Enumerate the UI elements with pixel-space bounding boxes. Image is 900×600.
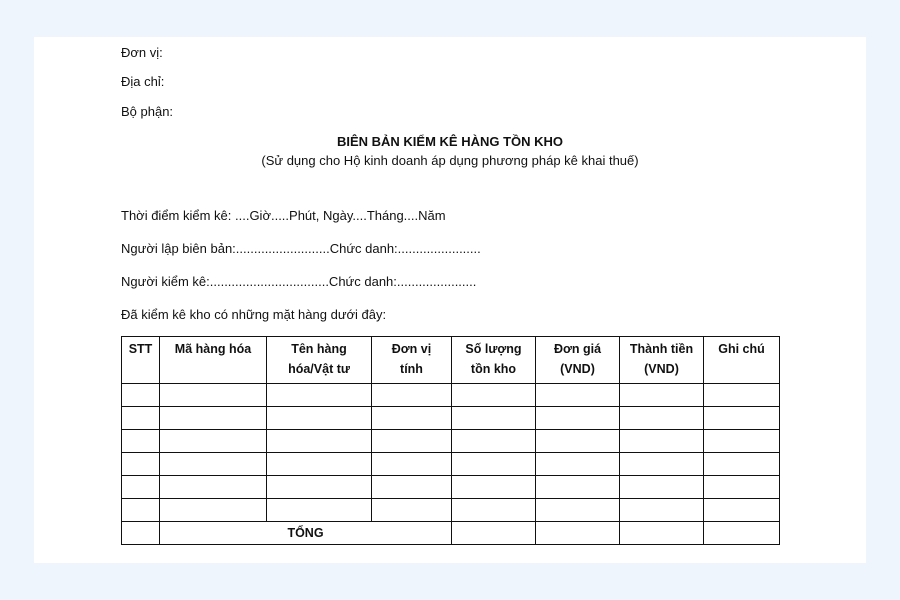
column-header-line: Mã hàng hóa (174, 342, 252, 356)
table-cell[interactable] (267, 430, 372, 453)
table-cell[interactable] (620, 522, 704, 545)
table-cell[interactable] (160, 499, 267, 522)
column-header (536, 337, 620, 384)
inventory-time-field: Thời điểm kiểm kê: ....Giờ.....Phút, Ngày....Tháng....Năm (121, 208, 446, 223)
column-header-line: tính (400, 362, 423, 376)
department-label: Bộ phận: (121, 104, 174, 119)
table-cell[interactable] (267, 453, 372, 476)
column-header-line: Thành tiền (629, 342, 694, 356)
table-cell[interactable] (122, 407, 160, 430)
table-cell[interactable] (452, 476, 536, 499)
table-cell[interactable] (122, 476, 160, 499)
column-header-line: (VND) (560, 362, 595, 376)
table-cell[interactable] (122, 499, 160, 522)
table-cell[interactable] (267, 384, 372, 407)
column-header-line: Đơn vị (391, 342, 432, 356)
table-row (122, 407, 780, 430)
column-header (267, 337, 372, 384)
table-cell[interactable] (620, 430, 704, 453)
document-title: BIÊN BẢN KIỂM KÊ HÀNG TỒN KHO (336, 134, 564, 149)
column-header-line: Tên hàng (291, 342, 347, 356)
table-cell[interactable] (160, 453, 267, 476)
column-header (620, 337, 704, 384)
document-subtitle: (Sử dụng cho Hộ kinh doanh áp dụng phương pháp kê khai thuế) (261, 153, 639, 168)
table-cell[interactable] (160, 384, 267, 407)
report-creator-field: Người lập biên bản:..........................Chức danh:....................... (121, 241, 481, 256)
total-label: TỔNG (160, 522, 452, 545)
column-header (372, 337, 452, 384)
table-cell[interactable] (536, 522, 620, 545)
table-cell[interactable] (536, 384, 620, 407)
table-row (122, 476, 780, 499)
table-cell[interactable] (536, 453, 620, 476)
table-cell[interactable] (267, 407, 372, 430)
table-cell[interactable] (704, 384, 780, 407)
inventory-intro-text: Đã kiểm kê kho có những mặt hàng dưới đây: (121, 307, 387, 322)
table-cell[interactable] (704, 407, 780, 430)
table-cell[interactable] (372, 476, 452, 499)
table-cell[interactable] (122, 453, 160, 476)
inspector-field: Người kiểm kê:.................................Chức danh:...................... (121, 274, 477, 289)
table-cell[interactable] (267, 476, 372, 499)
table-cell[interactable] (160, 430, 267, 453)
table-cell[interactable] (452, 499, 536, 522)
table-cell[interactable] (620, 499, 704, 522)
table-cell[interactable] (122, 522, 160, 545)
table-cell[interactable] (704, 476, 780, 499)
table-cell[interactable] (122, 384, 160, 407)
table-header-row (122, 337, 780, 384)
table-cell[interactable] (160, 407, 267, 430)
total-row (122, 522, 780, 545)
table-cell[interactable] (122, 430, 160, 453)
column-header (122, 337, 160, 384)
table-cell[interactable] (452, 522, 536, 545)
table-cell[interactable] (372, 453, 452, 476)
table-row (122, 430, 780, 453)
table-body (122, 384, 780, 545)
table-cell[interactable] (704, 430, 780, 453)
column-header-line: (VND) (644, 362, 679, 376)
table-cell[interactable] (620, 453, 704, 476)
table-cell[interactable] (536, 407, 620, 430)
table-cell[interactable] (160, 476, 267, 499)
table-cell[interactable] (452, 407, 536, 430)
table-cell[interactable] (372, 430, 452, 453)
table-row (122, 499, 780, 522)
table-cell[interactable] (267, 499, 372, 522)
column-header (160, 337, 267, 384)
column-header-line: Đơn giá (553, 342, 602, 356)
column-header-line: tồn kho (470, 362, 517, 376)
table-cell[interactable] (536, 430, 620, 453)
column-header-line: hóa/Vật tư (288, 362, 350, 376)
address-label: Địa chỉ: (121, 74, 165, 89)
table-cell[interactable] (372, 407, 452, 430)
column-header (452, 337, 536, 384)
table-cell[interactable] (452, 384, 536, 407)
table-row (122, 453, 780, 476)
column-header-line: STT (128, 342, 153, 356)
column-header-line: Ghi chú (718, 342, 765, 356)
table-cell[interactable] (536, 476, 620, 499)
table-cell[interactable] (620, 476, 704, 499)
table-cell[interactable] (620, 407, 704, 430)
table-cell[interactable] (372, 384, 452, 407)
table-cell[interactable] (704, 453, 780, 476)
document-page (34, 37, 866, 563)
table-cell[interactable] (704, 522, 780, 545)
inventory-table (121, 336, 780, 545)
table-cell[interactable] (452, 453, 536, 476)
unit-label: Đơn vị: (121, 45, 163, 60)
table-row (122, 384, 780, 407)
table-cell[interactable] (452, 430, 536, 453)
column-header-line: Số lượng (465, 342, 522, 356)
table-cell[interactable] (536, 499, 620, 522)
table-cell[interactable] (704, 499, 780, 522)
table-cell[interactable] (620, 384, 704, 407)
column-header (704, 337, 780, 384)
table-cell[interactable] (372, 499, 452, 522)
